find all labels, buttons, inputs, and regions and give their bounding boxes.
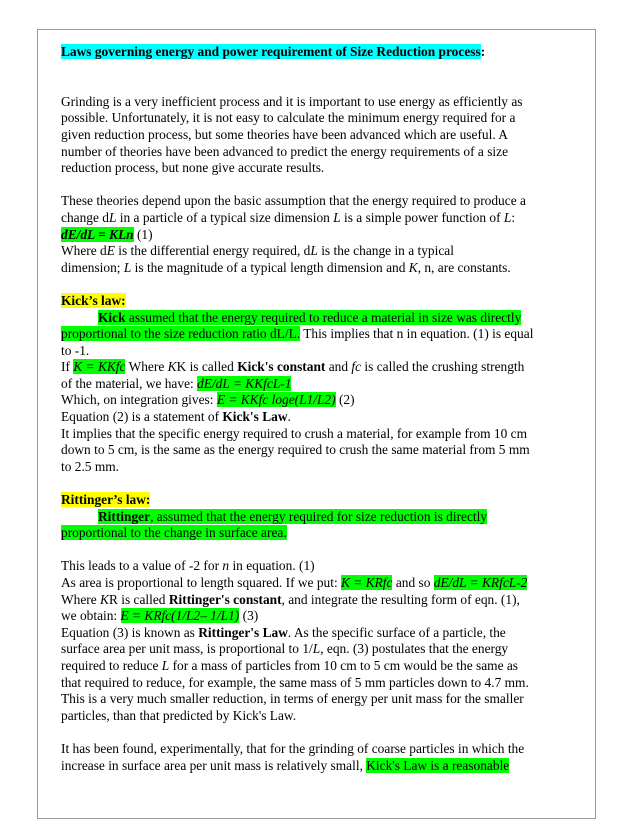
equation-kick-differential: dE/dL = KKfcL-1 [197, 375, 292, 391]
kick-law-heading: Kick’s law: [61, 292, 126, 308]
equation-rittinger-differential: dE/dL = KRfcL-2 [433, 575, 528, 590]
kick-law-section: Kick’s law: Kick assumed that the energy required to reduce a material in size was directly proportional to the size reduction ratio dL/L. This implies that n in equation. (1) is equal to -1. If K = KKfc Where KK is called Kick's constant and fc is called the crushing strength of the material, we have: dE/dL = KKfcL-1 Which, on integration gives: E = KKfc loge(L1/L2) (2) Equation (2) is a statement of Kick's Law. It implies that the specific energy required to crush a material, for example from 10 cm down to 5 cm, is the same as the energy required to crush the same material from 5 mm to 2.5 mm. [61, 293, 581, 476]
title-highlight: Laws governing energy and power requirement of Size Reduction process [61, 44, 481, 59]
theory-paragraph: These theories depend upon the basic assumption that the energy required to produce a change dL in a particle of a typical size dimension L is a simple power function of L: dE/dL = KLn (1) Where dE is the differential energy required, dL is the change in a typical dimension; L is the magnitude of a typical length dimension and K, n, are constants. [61, 193, 581, 276]
equation-2: E = KKfc loge(L1/L2) [216, 392, 336, 408]
equation-1: dE/dL = KLn (1) [61, 226, 153, 242]
page-title: Laws governing energy and power requirement of Size Reduction process: [61, 44, 486, 59]
equation-rittinger-constant: K = KRfc [341, 575, 393, 590]
equation-3: E = KRfc(1/L2– 1/L1) [120, 608, 240, 624]
rittinger-law-heading: Rittinger’s law: [61, 492, 151, 508]
equation-kick-constant: K = KKfc [73, 359, 126, 375]
intro-paragraph: Grinding is a very inefficient process and it is important to use energy as efficiently as possible. Unfortunately, it is not easy to calculate the minimum energy required for a given reduction process, but some theories have been advanced which are useful. A number of theories have been advanced to predict the energy requirements of a size reduction process, but none give accurate results. [61, 93, 523, 176]
closing-paragraph: It has been found, experimentally, that for the grinding of coarse particles in which the increase in surface area per unit mass is relatively small, Kick's Law is a reasonable [61, 740, 525, 773]
document-body [61, 44, 581, 774]
rittinger-law-section: Rittinger’s law: Rittinger, assumed that the energy required for size reduction is directly proportional to the change in surface area. This leads to a value of -2 for n in equation. (1) As area is proportional to length squared. If we put: K = KRfc and so dE/dL = KRfcL-2 Where KR is called Rittinger's constant, and integrate the resulting form of eqn. (1), we obtain: E = KRfc(1/L2– 1/L1) (3) Equation (3) is known as Rittinger's Law. As the specific surface of a particle, the surface area per unit mass, is proportional to 1/L, eqn. (3) postulates that the energy required to reduce L for a mass of particles from 10 cm to 5 cm would be the same as that required to reduce, for example, the same mass of 5 mm particles down to 4.7 mm. This is a very much smaller reduction, in terms of energy per unit mass for the smaller particles, than that predicted by Kick's Law. [61, 492, 581, 724]
